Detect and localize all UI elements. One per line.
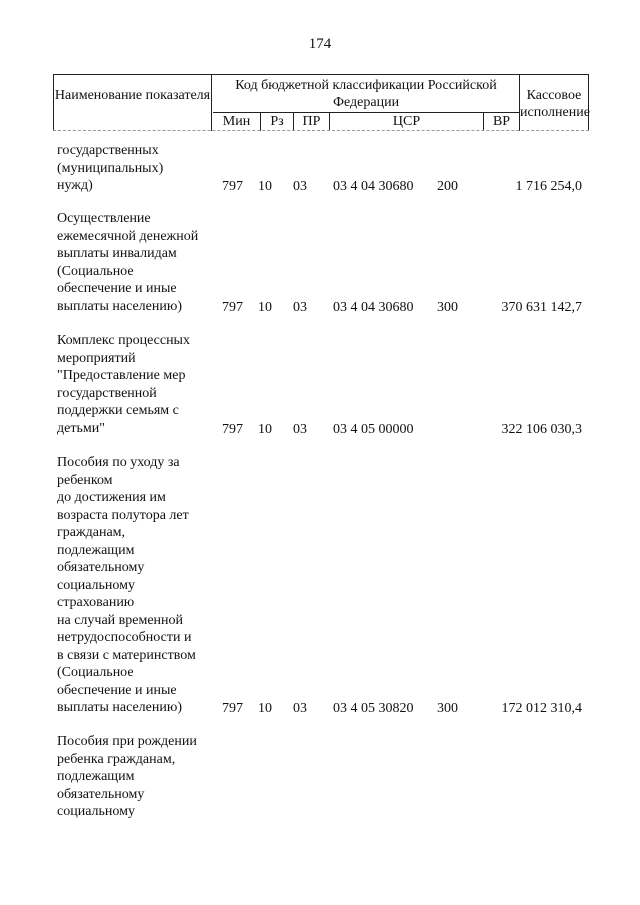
row-name: государственных (муниципальных) нужд) xyxy=(57,143,164,193)
header-rz: Рз xyxy=(261,113,294,131)
table-header xyxy=(53,74,589,130)
table-row xyxy=(0,332,640,438)
row-csr: 03 4 05 30820 xyxy=(333,700,414,716)
row-name: Комплекс процессных мероприятий "Предоставление мер государственной поддержки семьям с детьми" xyxy=(57,333,190,436)
row-pr: 03 xyxy=(293,421,307,437)
header-vr: ВР xyxy=(492,114,511,129)
header-pr: ПР xyxy=(294,113,330,131)
row-rz: 10 xyxy=(258,700,272,716)
row-pr: 03 xyxy=(293,178,307,194)
table-row xyxy=(0,210,640,316)
row-amount: 172 012 310,4 xyxy=(501,700,582,716)
table-row xyxy=(0,454,640,717)
header-exec-column: Кассовое исполнение xyxy=(519,75,588,131)
row-name: Осуществление ежемесячной денежной выплаты инвалидам (Социальное обеспечение и иные выплаты населению) xyxy=(57,211,199,314)
header-name-column: Наименование показателя xyxy=(54,75,212,131)
row-min: 797 xyxy=(222,700,243,716)
row-amount: 370 631 142,7 xyxy=(501,299,582,315)
page-number: 174 xyxy=(308,36,332,52)
header-divider xyxy=(53,130,589,131)
row-vr: 300 xyxy=(437,299,458,315)
row-pr: 03 xyxy=(293,700,307,716)
header-csr: ЦСР xyxy=(330,113,484,131)
row-amount: 1 716 254,0 xyxy=(515,178,582,194)
row-min: 797 xyxy=(222,299,243,315)
row-pr: 03 xyxy=(293,299,307,315)
table-row xyxy=(0,142,640,195)
header-code-group: Код бюджетной классификации Российской Федерации xyxy=(213,75,519,113)
row-rz: 10 xyxy=(258,421,272,437)
row-csr: 03 4 04 30680 xyxy=(333,178,414,194)
row-min: 797 xyxy=(222,178,243,194)
row-vr: 300 xyxy=(437,700,458,716)
row-vr: 200 xyxy=(437,178,458,194)
row-amount: 322 106 030,3 xyxy=(501,421,582,437)
row-name: Пособия при рождении ребенка гражданам, подлежащим обязательному социальному xyxy=(57,734,197,819)
row-name: Пособия по уходу за ребенком до достижения им возраста полутора лет гражданам, подлежащим обязательному социальному страхованию на случай временной нетрудоспособности и в связи с материнством (Социальное обеспечение и иные выплаты населению) xyxy=(57,455,196,715)
row-min: 797 xyxy=(222,421,243,437)
header-min: Мин xyxy=(213,113,261,131)
table-row xyxy=(0,733,640,821)
row-csr: 03 4 05 00000 xyxy=(333,421,414,437)
row-csr: 03 4 04 30680 xyxy=(333,299,414,315)
row-rz: 10 xyxy=(258,178,272,194)
row-rz: 10 xyxy=(258,299,272,315)
